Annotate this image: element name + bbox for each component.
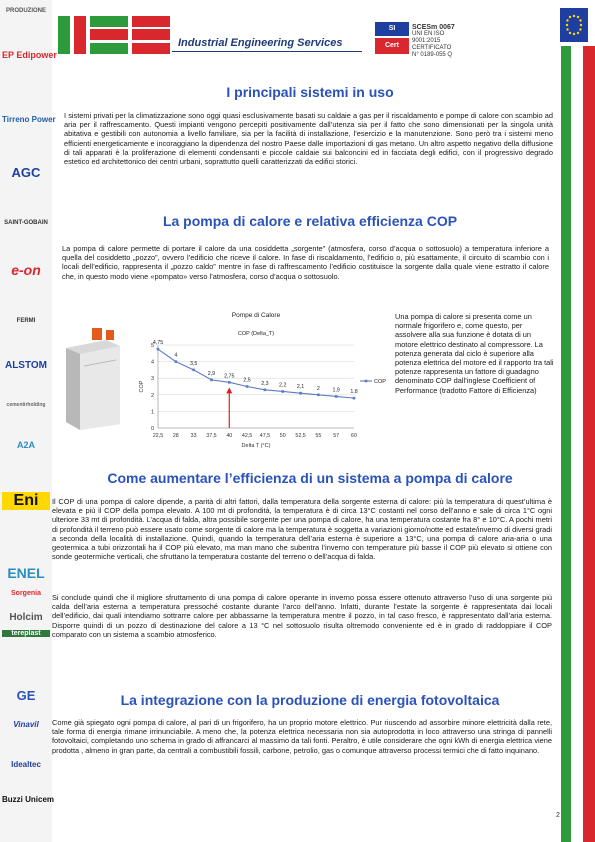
cert-title: SCESm 0067 <box>412 24 455 31</box>
data-label: 1,9 <box>332 387 340 394</box>
sponsor-logo: tereplast <box>2 630 50 637</box>
y-tick-label: 0 <box>150 426 154 432</box>
section-paragraph: Come già spiegato ogni pompa di calore, al pari di un frigorifero, ha un proprio motore elettrico. Pur riuscendo ad assorbire minore elettricità dalla rete, tale forma di energia rimane irrinunciabile. A meno che, la potenza elettrica necessaria non sia autoprodotta in loco attraverso una stringa di pannelli fotovoltaici, completando uno schema in grado di affrancarci al massimo da tali fonti. Peraltro, è utile considerare che ogni kWh di energia elettrica viene prodotta , almeno in gran parte, da centrali a combustibili fossili, carbone, petrolio, gas o comunque attraverso processi termici che di fatto inquinano. <box>52 718 552 755</box>
data-point <box>335 395 338 398</box>
ies-logo <box>58 16 172 56</box>
data-label: 3,5 <box>189 360 198 367</box>
marker-arrow-head <box>226 387 232 393</box>
sponsor-logo: Eni <box>2 492 50 510</box>
sponsor-logo: AGC <box>11 165 41 180</box>
x-tick-label: 50 <box>279 433 286 439</box>
sponsor-logo: PRODUZIONE <box>5 8 46 14</box>
page-number: 2 <box>556 812 560 819</box>
cert-line: N° 0189-055 Q <box>412 52 453 58</box>
data-point <box>210 379 213 382</box>
data-label: 1,8 <box>350 389 358 396</box>
legend-label: COP <box>374 379 386 385</box>
section-title: La integrazione con la produzione di energia fotovoltaica <box>120 692 500 708</box>
chart-subtitle: COP (Delta_T) <box>237 331 275 337</box>
sponsor-logo: Sorgenia <box>11 590 41 597</box>
y-tick-label: 3 <box>150 376 154 383</box>
eu-flag-icon <box>560 8 588 42</box>
certification-mark <box>375 22 409 56</box>
data-label: 4,75 <box>152 340 164 347</box>
data-point <box>299 392 302 395</box>
section-paragraph: Si conclude quindi che il migliore sfruttamento di una pompa di calore operante in inverno possa essere ottenuto attraverso l’uso di una sorgente più calda dell’aria esterna a temperatura pressoché costante durante l’arco dell’anno. Infatti, durante l’estate la sorgente è rappresentata dai locali dell’edificio, dai quali intendiamo sottrarre calore per abbassarne la temperatura mentre il pozzo, in tal caso fresco, è rappresentato dall’aria esterna. Disporre quindi di un pozzo di destinazione del calore a 13 °C nel sottosuolo risulta oltremodo conveniente ed è in grado di raddoppiare il COP comparato con un sistema a scambio atmosferico. <box>52 593 552 639</box>
data-label: 2,2 <box>279 382 287 389</box>
x-tick-label: 57 <box>333 433 340 439</box>
y-tick-label: 2 <box>150 392 154 399</box>
section-title: Come aumentare l’efficienza di un sistema a pompa di calore <box>107 470 513 486</box>
data-point <box>175 360 178 363</box>
data-label: 2,5 <box>243 377 251 384</box>
section-title: I principali sistemi in uso <box>226 84 394 100</box>
cop-chart <box>132 307 392 449</box>
sponsor-logo: GE <box>16 688 36 703</box>
sponsor-logo: SAINT-GOBAIN <box>4 220 48 226</box>
x-tick-label: 40 <box>226 433 233 439</box>
side-text: Una pompa di calore si presenta come un normale frigorifero e, come questo, per assolvere alla sua funzione è dotata di un motore elettrico destinato al compressore. La potenza generata dal ciclo è superiore alla potenza elettrica del motore ed il rapporto tra tali potenze rappresenta un fattore di guadagno denominato COP dall’inglese Coefficient of Performance (tradotto Fattore di Efficienza) <box>395 312 554 395</box>
sponsor-logo: EP Edipower <box>2 50 57 60</box>
company-name: Industrial Engineering Services <box>178 37 343 49</box>
x-tick-label: 55 <box>315 433 322 439</box>
x-tick-label: 33 <box>190 433 197 439</box>
data-point <box>353 397 356 400</box>
data-label: 2,9 <box>207 370 216 377</box>
sponsor-logo: e-on <box>11 262 41 278</box>
sponsor-logo: Vinavil <box>13 720 39 729</box>
y-tick-label: 5 <box>150 343 154 349</box>
cert-text <box>412 24 474 59</box>
x-tick-label: 28 <box>172 433 179 439</box>
data-label: 2,3 <box>261 380 269 387</box>
chart-svg <box>132 307 392 449</box>
heat-pump-image <box>62 326 124 430</box>
sponsor-logo: ALSTOM <box>4 360 48 371</box>
data-point <box>281 390 284 393</box>
series-line <box>158 349 354 398</box>
x-tick-label: 37,5 <box>206 433 217 439</box>
header-divider <box>172 51 362 52</box>
chart-title: Pompe di Calore <box>231 312 281 319</box>
data-label: 2,1 <box>296 384 305 391</box>
legend-marker <box>365 380 368 383</box>
x-tick-label: 47,5 <box>259 433 271 439</box>
cert-line: CERTIFICATO <box>412 45 452 51</box>
x-tick-label: 60 <box>351 433 357 439</box>
data-point <box>157 348 160 351</box>
data-point <box>228 381 231 384</box>
sponsor-strip <box>0 0 57 842</box>
section-paragraph: I sistemi privati per la climatizzazione sono oggi quasi esclusivamente basati su caldaie a gas per il riscaldamento e pompe di calore con scambio ad aria per il raffrescamento. Questi impianti vengono percepiti positivamente dall’utenza sia per il fatto che sono dimensionati per la singola unità abitativa e gestibili con autonomia a livello familiare, sia per la facilità di installazione, l’esercizio e la manutenzione. Sono però tra i sistemi meno efficienti energeticamente e incoraggiano la dipendenza del nostro Paese dalle importazioni di gas metano. Un altro aspetto negativo della diffusione di tali apparati è la proliferazione di elementi condensanti e piccole caldaie sui balconcini ed in facciata degli edifici, con il progressivo degrado estetico ed architettonico dei centri urbani, soprattutto quelli caratterizzati da edifici storici. <box>64 111 553 167</box>
cert-badge-top: SI <box>375 22 409 36</box>
sponsor-logo: A2A <box>16 440 35 450</box>
x-tick-label: 42,5 <box>241 433 253 439</box>
sponsor-logo: cementirholding <box>6 402 46 408</box>
data-point <box>317 394 320 397</box>
section-paragraph: Il COP di una pompa di calore dipende, a parità di altri fattori, dalla temperatura della sorgente esterna di calore: più la temperatura di quest’ultima è elevata e più il COP della pompa elevato. A 100 mt di profondità, la temperatura è di circa 13°C costanti nel corso dell’anno e sale di circa 1°C ogni ulteriore 33 mt di profondità. L’acqua di falda, altra possibile sorgente per una pompa di calore, ha una temperatura costante fra 8° e 10°C. A pochi metri di profondità il terreno può essere usato come sorgente di calore ma la temperatura è soggetta a variazioni giorno/notte ed estate/inverno di diversi gradi a seconda della località di installazione. Quindi, quando la temperatura dell’aria esterna è superiore a 13°C, una pompa di calore aria-aria o una geotermica a tubi orizzontali ha il COP più elevato, ma man mano che subentra l’inverno con temperature più basse il COP più elevato si ottiene con sonde geotermiche verticali, che sfruttano la temperatura costante del terreno o dell’acqua di falda. <box>52 497 552 562</box>
cert-line: UNI EN ISO 9001:2015 <box>412 31 445 44</box>
x-tick-label: 52,5 <box>295 433 306 439</box>
sponsor-logo: ENEL <box>7 565 45 581</box>
x-tick-label: 22,5 <box>152 433 164 439</box>
x-axis-label: Delta T (°C) <box>241 443 271 449</box>
sponsor-logo: Idealtec <box>11 760 41 769</box>
data-point <box>246 385 249 388</box>
data-label: 4 <box>174 352 178 359</box>
section-title: La pompa di calore e relativa efficienza COP <box>162 213 458 229</box>
data-label: 2 <box>316 385 320 392</box>
cert-badge-bottom: Cert <box>375 38 409 54</box>
sponsor-logo: Tirreno Power <box>2 115 56 124</box>
y-tick-label: 1 <box>150 409 154 416</box>
data-point <box>192 369 195 372</box>
data-point <box>264 389 267 392</box>
y-axis-label: COP <box>139 380 145 393</box>
sponsor-logo: FERMI <box>16 318 36 324</box>
italian-flag-strip <box>561 46 595 842</box>
section-paragraph: La pompa di calore permette di portare il calore da una cosiddetta „sorgente” (atmosfera, corso d’acqua o sottosuolo) a temperatura inferiore a quella del cosiddetto „pozzo”, ovvero l’edificio che riceve il calore. In fase di riscaldamento, l’edificio o, più esattamente, il circuito di scambio con i locali dell’edificio, rappresenta il „pozzo caldo” mentre in fase di raffrescamento l’edificio costituisce la sorgente dalla quale viene estratto il calore che, in questo modo viene «pompato» verso l’atmosfera, corso d’acqua o sottosuolo. <box>62 244 549 281</box>
y-tick-label: 4 <box>150 359 154 366</box>
sponsor-logo: Holcim <box>9 612 43 623</box>
data-label: 2,75 <box>224 373 235 380</box>
sponsor-logo: Buzzi Unicem <box>2 795 55 804</box>
